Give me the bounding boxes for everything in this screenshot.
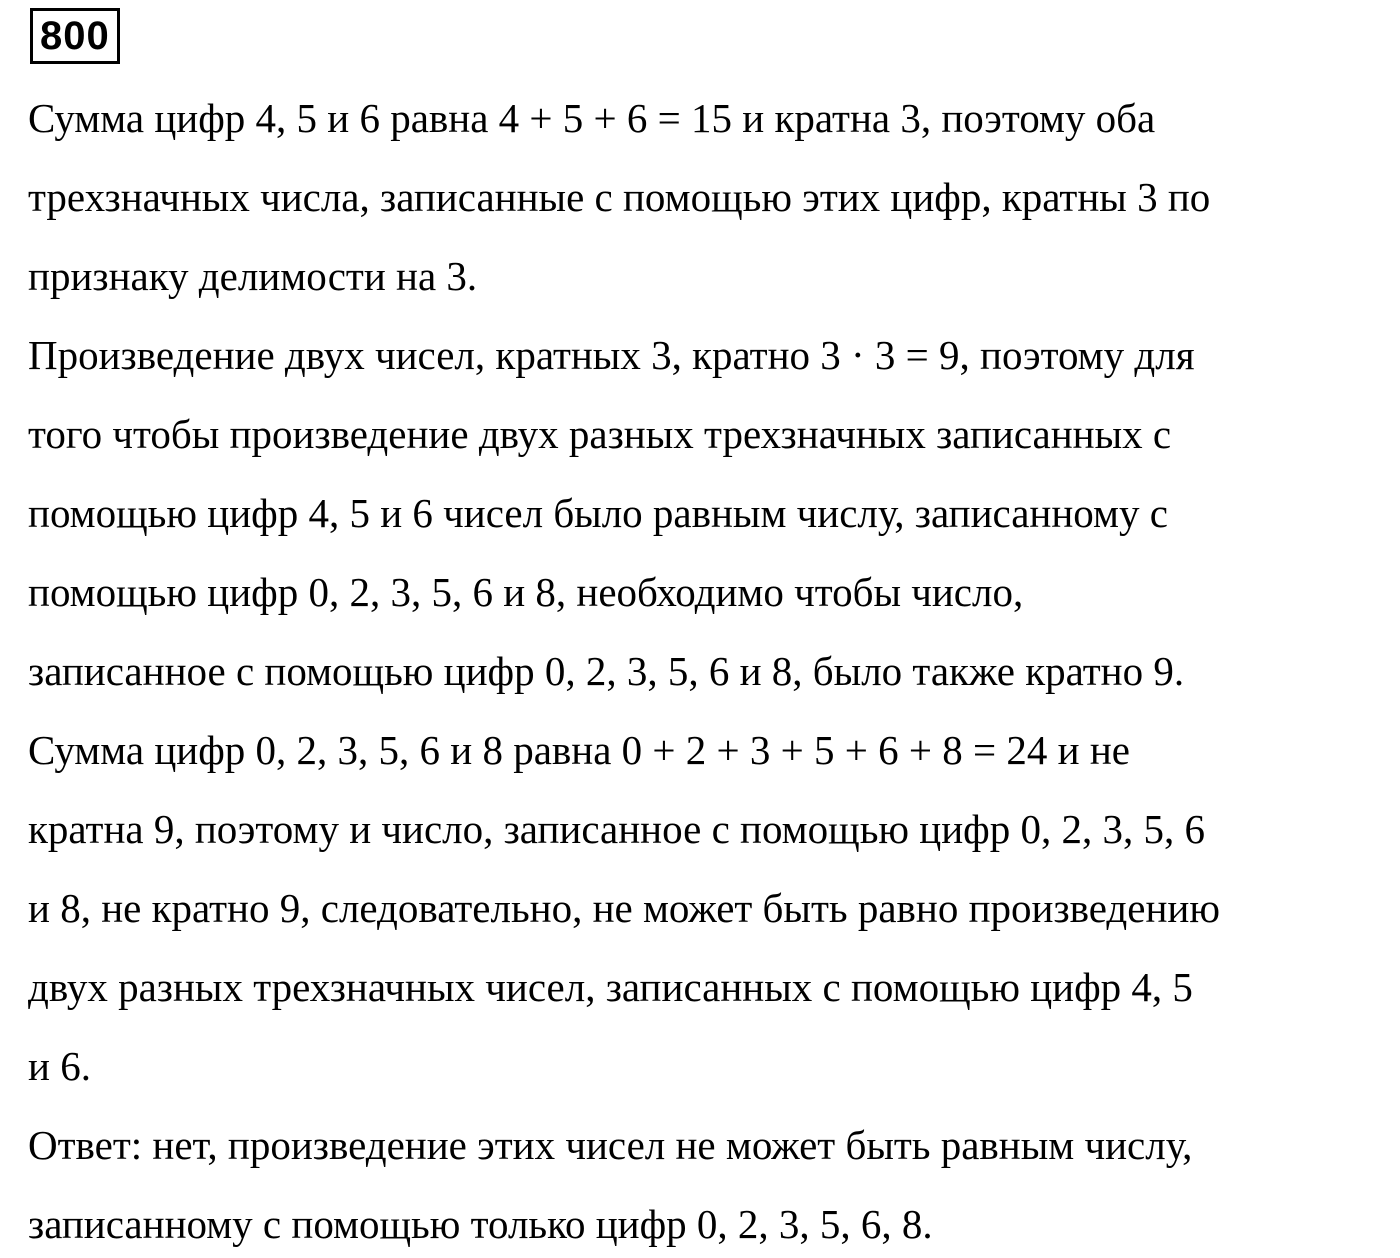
text-line: Произведение двух чисел, кратных 3, кратно 3 · 3 = 9, поэтому для bbox=[28, 332, 1195, 378]
text-line: двух разных трехзначных чисел, записанных с помощью цифр 4, 5 bbox=[28, 964, 1193, 1010]
text-line: кратна 9, поэтому и число, записанное с помощью цифр 0, 2, 3, 5, 6 bbox=[28, 806, 1205, 852]
text-line: Сумма цифр 4, 5 и 6 равна 4 + 5 + 6 = 15 и кратна 3, поэтому оба bbox=[28, 95, 1156, 141]
text-line: Сумма цифр 0, 2, 3, 5, 6 и 8 равна 0 + 2 + 3 + 5 + 6 + 8 = 24 и не bbox=[28, 727, 1130, 773]
problem-number-box: 800 bbox=[30, 8, 120, 64]
answer-line: Ответ: нет, произведение этих чисел не может быть равным числу, bbox=[28, 1122, 1193, 1168]
text-line: и 6. bbox=[28, 1043, 91, 1089]
text-line: трехзначных числа, записанные с помощью этих цифр, кратны 3 по bbox=[28, 174, 1211, 220]
text-line: и 8, не кратно 9, следовательно, не может быть равно произведению bbox=[28, 885, 1221, 931]
text-line: помощью цифр 4, 5 и 6 чисел было равным числу, записанному с bbox=[28, 490, 1168, 536]
text-line: того чтобы произведение двух разных трехзначных записанных с bbox=[28, 411, 1172, 457]
answer-line: записанному с помощью только цифр 0, 2, 3, 5, 6, 8. bbox=[28, 1201, 933, 1247]
text-line: помощью цифр 0, 2, 3, 5, 6 и 8, необходимо чтобы число, bbox=[28, 569, 1024, 615]
text-line: записанное с помощью цифр 0, 2, 3, 5, 6 и 8, было также кратно 9. bbox=[28, 648, 1185, 694]
text-line: признаку делимости на 3. bbox=[28, 253, 478, 299]
